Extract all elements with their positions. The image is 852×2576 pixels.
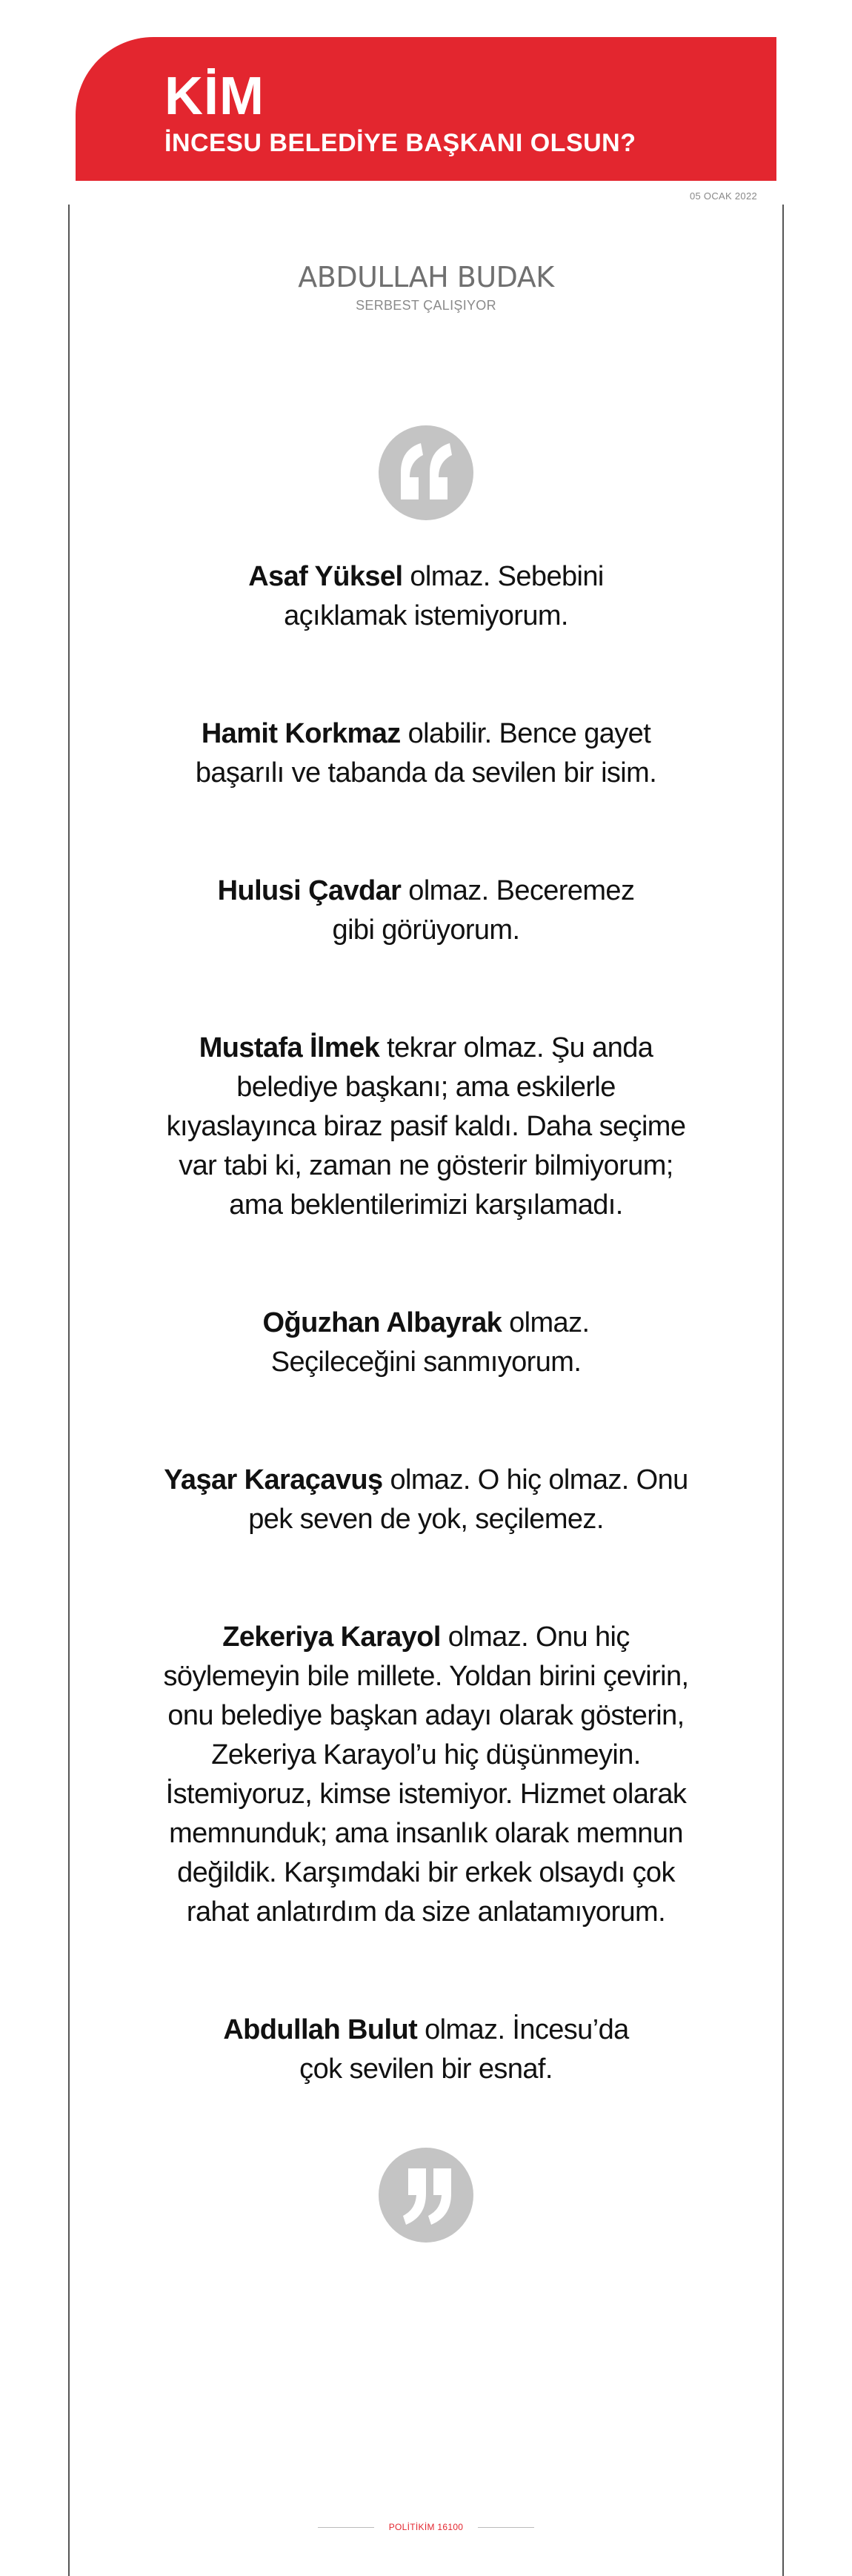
footer-rule-right	[478, 2527, 534, 2528]
answer-text: değildik. Karşımdaki bir erkek olsaydı çok	[177, 1857, 675, 1888]
candidate-name: Yaşar Karaçavuş	[164, 1464, 383, 1496]
footer	[0, 2522, 852, 2532]
answer-paragraph	[148, 872, 704, 950]
answer-text: belediye başkanı; ama eskilerle	[236, 1072, 616, 1103]
answer-paragraph	[148, 1461, 704, 1539]
answer-text: olmaz. O hiç olmaz. Onu	[382, 1464, 688, 1496]
header-title-line1: KİM	[164, 67, 264, 126]
footer-text: POLİTİKİM 16100	[388, 2522, 464, 2532]
answer-text: olmaz. İncesu’da	[417, 2014, 629, 2045]
answer-text: ama beklentilerimizi karşılamadı.	[229, 1189, 623, 1221]
candidate-name: Hulusi Çavdar	[217, 875, 402, 906]
answer-text: başarılı ve tabanda da sevilen bir isim.	[195, 757, 657, 789]
answer-text: onu belediye başkan adayı olarak gösterin,	[167, 1700, 685, 1731]
answer-text: tekrar olmaz. Şu anda	[379, 1032, 653, 1063]
answer-text: Seçileceğini sanmıyorum.	[270, 1347, 582, 1378]
answer-paragraph	[148, 1304, 704, 1382]
close-quote-icon	[379, 2148, 473, 2243]
answers-list	[148, 557, 704, 2168]
header-banner	[76, 37, 776, 181]
answer-text: çok sevilen bir esnaf.	[299, 2054, 553, 2085]
answer-text: memnunduk; ama insanlık olarak memnun	[169, 1818, 683, 1849]
candidate-name: Mustafa İlmek	[199, 1032, 380, 1063]
answer-paragraph	[148, 714, 704, 793]
answer-paragraph	[148, 1618, 704, 1932]
answer-paragraph	[148, 557, 704, 636]
answer-paragraph	[148, 1029, 704, 1225]
answer-text: Zekeriya Karayol’u hiç düşünmeyin.	[211, 1739, 641, 1770]
person-name: ABDULLAH BUDAK	[298, 261, 554, 293]
answer-text: pek seven de yok, seçilemez.	[248, 1504, 604, 1535]
answer-text: gibi görüyorum.	[332, 914, 520, 946]
answer-text: olabilir. Bence gayet	[400, 718, 651, 749]
answer-text: olmaz. Onu hiç	[440, 1621, 630, 1653]
answer-text: var tabi ki, zaman ne gösterir bilmiyorum;	[179, 1150, 673, 1181]
answer-text: olmaz. Sebebini	[402, 561, 604, 592]
answer-text: rahat anlatırdım da size anlatamıyorum.	[186, 1896, 666, 1928]
candidate-name: Zekeriya Karayol	[222, 1621, 441, 1653]
open-quote-icon	[379, 425, 473, 520]
header-title-line2: İNCESU BELEDİYE BAŞKANI OLSUN?	[164, 129, 636, 157]
person-block	[0, 262, 852, 313]
answer-text: söylemeyin bile millete. Yoldan birini çevirin,	[163, 1661, 689, 1692]
candidate-name: Abdullah Bulut	[223, 2014, 418, 2045]
candidate-name: Asaf Yüksel	[248, 561, 403, 592]
answer-paragraph	[148, 2011, 704, 2089]
candidate-name: Oğuzhan Albayrak	[262, 1307, 502, 1338]
answer-text: olmaz.	[502, 1307, 590, 1338]
publish-date: 05 OCAK 2022	[689, 190, 757, 202]
answer-text: olmaz. Beceremez	[401, 875, 635, 906]
footer-rule-left	[318, 2527, 374, 2528]
answer-text: İstemiyoruz, kimse istemiyor. Hizmet olarak	[165, 1779, 687, 1810]
answer-text: açıklamak istemiyorum.	[284, 600, 568, 631]
candidate-name: Hamit Korkmaz	[201, 718, 401, 749]
person-occupation: SERBEST ÇALIŞIYOR	[356, 297, 496, 313]
answer-text: kıyaslayınca biraz pasif kaldı. Daha seçime	[166, 1111, 686, 1142]
